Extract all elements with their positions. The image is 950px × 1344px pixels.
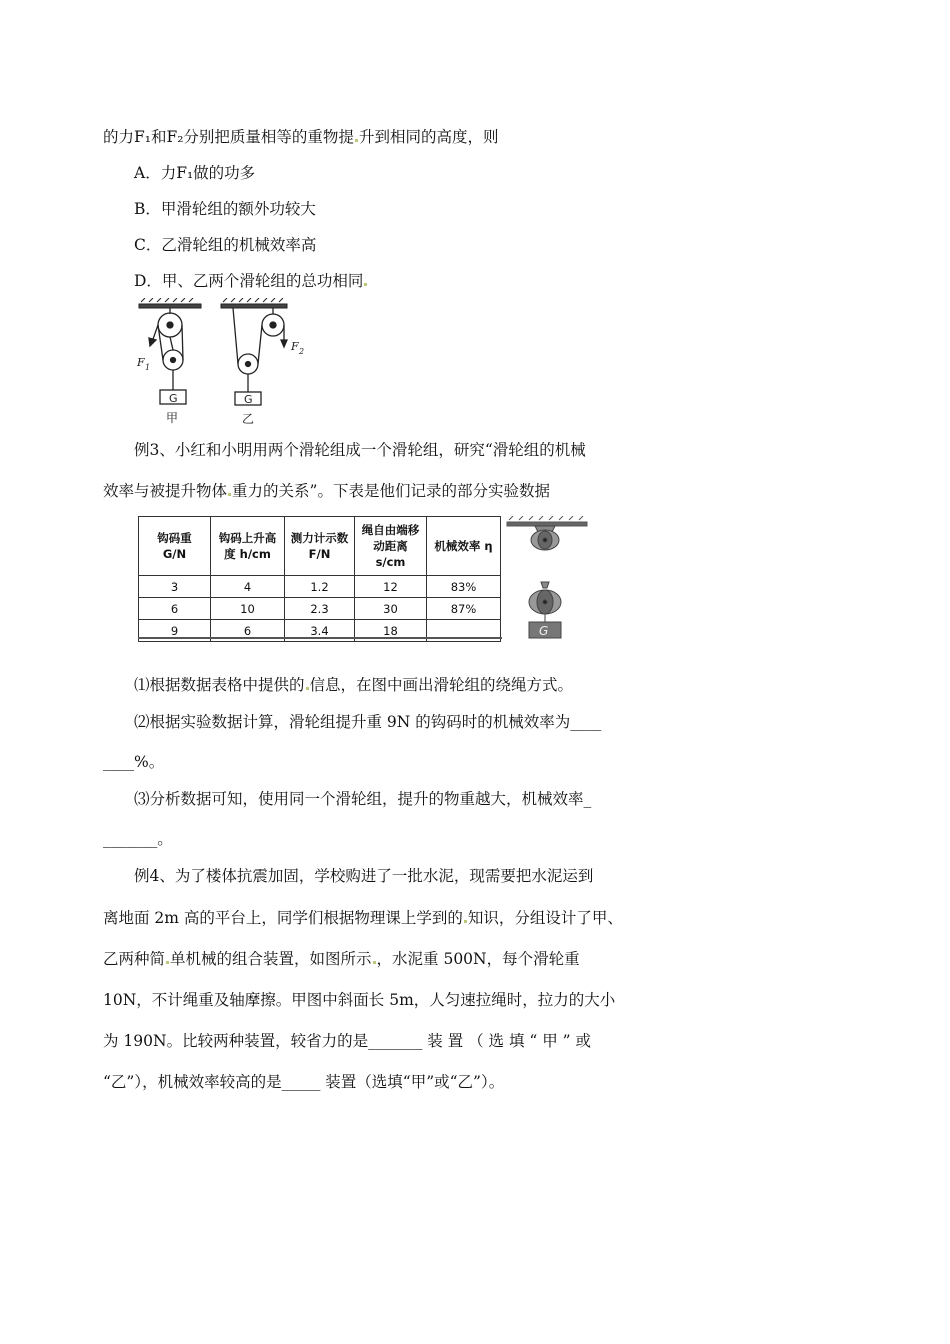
header-force: 测力计示数 F/N bbox=[285, 517, 355, 576]
example4-line3 bbox=[103, 949, 580, 969]
cell: 4 bbox=[211, 576, 285, 598]
pulley-system-yi bbox=[233, 308, 284, 405]
label-f2-sub: 2 bbox=[299, 347, 305, 356]
label-g-yi: G bbox=[244, 393, 253, 406]
question2-line2: ____%。 bbox=[103, 753, 165, 771]
mark-dot bbox=[166, 961, 169, 964]
cell: 12 bbox=[355, 576, 427, 598]
option-c: C．乙滑轮组的机械效率高 bbox=[134, 236, 317, 254]
cell: 6 bbox=[211, 620, 285, 642]
ceiling-right bbox=[221, 298, 287, 308]
mark-dot bbox=[306, 687, 309, 690]
label-g-jia: G bbox=[169, 392, 178, 405]
example4-line6: “乙”），机械效率较高的是_____ 装置（选填“甲”或“乙”）。 bbox=[103, 1073, 505, 1091]
header-efficiency: 机械效率 η bbox=[427, 517, 501, 576]
table-row bbox=[139, 576, 501, 598]
example3-line2-b: 重力的关系”。下表是他们记录的部分实验数据 bbox=[232, 482, 550, 500]
intro-text-b: 升到相同的高度，则 bbox=[358, 128, 499, 146]
cell: 3.4 bbox=[285, 620, 355, 642]
label-f1-sub: 1 bbox=[145, 363, 151, 372]
table-header-row bbox=[139, 517, 501, 576]
cell: 1.2 bbox=[285, 576, 355, 598]
example4-line1: 例4、为了楼体抗震加固，学校购进了一批水泥，现需要把水泥运到 bbox=[134, 867, 594, 885]
example3-line1: 例3、小红和小明用两个滑轮组成一个滑轮组，研究“滑轮组的机械 bbox=[134, 441, 586, 459]
example4-line5: 为 190N。比较两种装置，较省力的是_______ 装 置 （ 选 填 “ 甲 ” 或 bbox=[103, 1032, 592, 1050]
question2-line1: ⑵根据实验数据计算，滑轮组提升重 9N 的钩码时的机械效率为____ bbox=[134, 713, 602, 731]
header-weight: 钩码重 G/N bbox=[139, 517, 211, 576]
question3-line2: _______。 bbox=[103, 830, 173, 848]
mark-dot bbox=[464, 920, 467, 923]
caption-jia: 甲 bbox=[166, 411, 179, 425]
caption-yi: 乙 bbox=[242, 412, 255, 426]
intro-line bbox=[103, 127, 498, 147]
question1-a: ⑴根据数据表格中提供的 bbox=[134, 676, 305, 694]
cell: 87% bbox=[427, 598, 501, 620]
example4-line3-c: ，水泥重 500N，每个滑轮重 bbox=[376, 950, 580, 968]
force-arrow-f1 bbox=[149, 325, 158, 346]
cell: 9 bbox=[139, 620, 211, 642]
cell: 10 bbox=[211, 598, 285, 620]
mark-dot bbox=[228, 493, 231, 496]
ceiling-left bbox=[139, 298, 201, 308]
cell: 83% bbox=[427, 576, 501, 598]
option-a: A．力F₁做的功多 bbox=[134, 164, 256, 182]
cell: 6 bbox=[139, 598, 211, 620]
label-g-figure2: G bbox=[539, 624, 549, 638]
label-f1: F bbox=[137, 356, 145, 369]
fixed-pulley bbox=[531, 526, 559, 550]
pulley-figure-2 bbox=[505, 516, 589, 642]
mark-dot bbox=[373, 961, 376, 964]
cell: 18 bbox=[355, 620, 427, 642]
question3-line1: ⑶分析数据可知，使用同一个滑轮组，提升的物重越大，机械效率_ bbox=[134, 790, 592, 808]
table-bottom-rule bbox=[138, 637, 502, 639]
question1-b: 信息，在图中画出滑轮组的绕绳方式。 bbox=[309, 676, 574, 694]
header-distance: 绳自由端移 动距离 s/cm bbox=[355, 517, 427, 576]
option-b: B．甲滑轮组的额外功较大 bbox=[134, 200, 316, 218]
label-f2: F bbox=[291, 340, 299, 353]
mark-dot bbox=[364, 283, 367, 286]
cell: 30 bbox=[355, 598, 427, 620]
question1 bbox=[134, 675, 573, 695]
table-row bbox=[139, 598, 501, 620]
option-d bbox=[134, 271, 368, 291]
example4-line3-b: 单机械的组合装置，如图所示 bbox=[170, 950, 372, 968]
example4-line2-b: 知识，分组设计了甲、 bbox=[467, 909, 623, 927]
option-d-text: D．甲、乙两个滑轮组的总功相同 bbox=[134, 272, 364, 290]
pulley-figure-1 bbox=[133, 298, 323, 426]
example3-line2 bbox=[103, 481, 550, 501]
intro-text: 的力F₁和F₂分别把质量相等的重物提 bbox=[103, 128, 354, 146]
force-arrow-f2 bbox=[281, 340, 287, 347]
example3-line2-a: 效率与被提升物体 bbox=[103, 482, 228, 500]
example4-line2 bbox=[103, 908, 623, 928]
pulley-system-jia bbox=[158, 308, 186, 404]
cell: 3 bbox=[139, 576, 211, 598]
example4-line3-a: 乙两种简 bbox=[103, 950, 166, 968]
experiment-table bbox=[138, 516, 501, 642]
cell: 2.3 bbox=[285, 598, 355, 620]
example4-line4: 10N，不计绳重及轴摩擦。甲图中斜面长 5m，人匀速拉绳时，拉力的大小 bbox=[103, 991, 616, 1009]
example4-line2-a: 离地面 2m 高的平台上，同学们根据物理课上学到的 bbox=[103, 909, 463, 927]
header-height: 钩码上升高 度 h/cm bbox=[211, 517, 285, 576]
mark-dot bbox=[355, 139, 358, 142]
